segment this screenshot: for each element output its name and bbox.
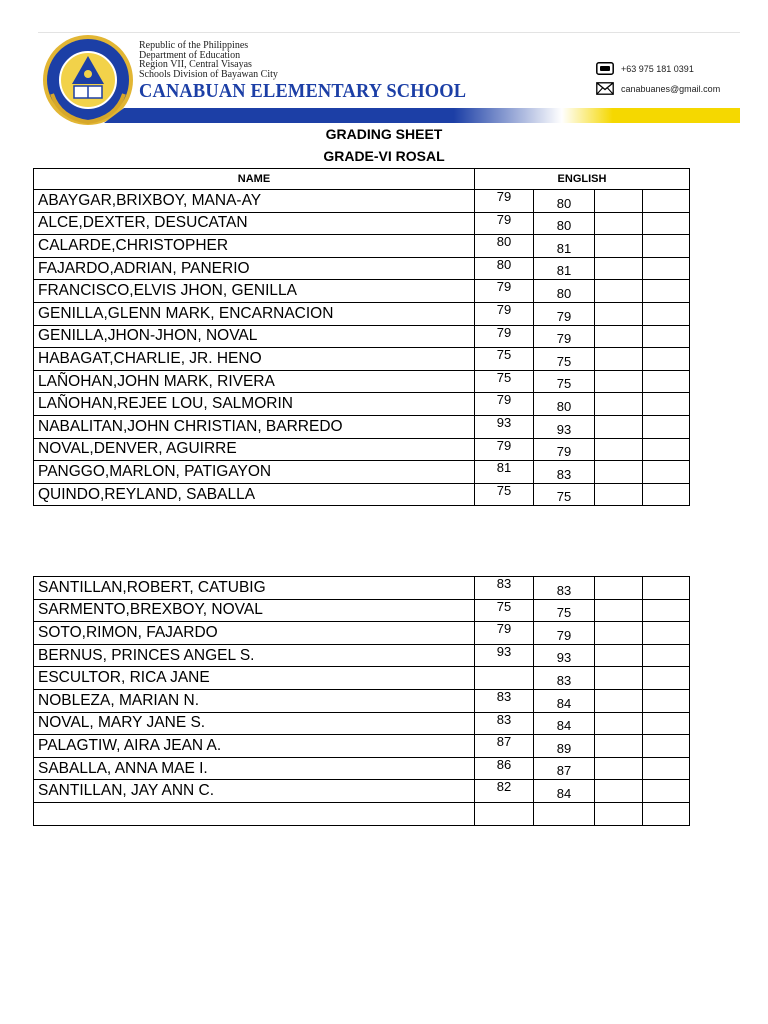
- grade-q2: 81: [534, 257, 595, 280]
- student-name: FRANCISCO,ELVIS JHON, GENILLA: [34, 280, 475, 303]
- grade-empty: [643, 712, 690, 735]
- student-row: [34, 235, 690, 258]
- grade-empty: [643, 622, 690, 645]
- grade-empty: [595, 257, 643, 280]
- grade-empty: [643, 257, 690, 280]
- phone-icon: [596, 62, 614, 75]
- student-name: ALCE,DEXTER, DESUCATAN: [34, 212, 475, 235]
- student-name: SOTO,RIMON, FAJARDO: [34, 622, 475, 645]
- student-name: SARMENTO,BREXBOY, NOVAL: [34, 599, 475, 622]
- student-name: QUINDO,REYLAND, SABALLA: [34, 483, 475, 506]
- student-row: [34, 483, 690, 506]
- grade-empty: [643, 415, 690, 438]
- grade-q2: 79: [534, 622, 595, 645]
- student-row: [34, 280, 690, 303]
- school-name: CANABUAN ELEMENTARY SCHOOL: [139, 80, 467, 103]
- student-row: [34, 302, 690, 325]
- grade-empty: [595, 689, 643, 712]
- student-name: [34, 802, 475, 825]
- grade-empty: [595, 622, 643, 645]
- grade-q2: 80: [534, 280, 595, 303]
- grade-empty: [643, 689, 690, 712]
- student-row: [34, 644, 690, 667]
- grade-q1: 79: [475, 280, 534, 303]
- student-row: [34, 461, 690, 484]
- student-name: HABAGAT,CHARLIE, JR. HENO: [34, 348, 475, 371]
- grade-empty: [643, 735, 690, 758]
- grade-empty: [595, 438, 643, 461]
- grade-empty: [595, 325, 643, 348]
- grade-q2: 83: [534, 461, 595, 484]
- contact-phone: [596, 62, 694, 75]
- grade-q1: 79: [475, 212, 534, 235]
- student-name: NABALITAN,JOHN CHRISTIAN, BARREDO: [34, 415, 475, 438]
- grade-empty: [595, 644, 643, 667]
- student-row: [34, 667, 690, 690]
- student-row: [34, 802, 690, 825]
- student-name: SANTILLAN,ROBERT, CATUBIG: [34, 577, 475, 600]
- student-row: [34, 689, 690, 712]
- grade-q2: 83: [534, 667, 595, 690]
- grade-q1: [475, 667, 534, 690]
- header-stripe: [104, 108, 740, 123]
- grade-q1: [475, 802, 534, 825]
- grade-q1: 86: [475, 757, 534, 780]
- grade-empty: [643, 757, 690, 780]
- student-row: [34, 438, 690, 461]
- header-text: [139, 41, 495, 103]
- grade-empty: [643, 644, 690, 667]
- grade-q2: 84: [534, 689, 595, 712]
- grade-empty: [595, 212, 643, 235]
- name-column-header: NAME: [34, 169, 475, 190]
- grade-q2: [534, 802, 595, 825]
- student-name: SABALLA, ANNA MAE I.: [34, 757, 475, 780]
- grade-q1: 80: [475, 257, 534, 280]
- grade-empty: [643, 438, 690, 461]
- grade-empty: [643, 280, 690, 303]
- grade-empty: [643, 599, 690, 622]
- student-row: [34, 735, 690, 758]
- letterhead: [38, 30, 740, 125]
- grades-table-1: [33, 168, 690, 506]
- grade-q2: 75: [534, 599, 595, 622]
- student-name: FAJARDO,ADRIAN, PANERIO: [34, 257, 475, 280]
- grade-q1: 83: [475, 689, 534, 712]
- gov-line: Region VII, Central Visayas: [139, 59, 252, 71]
- grade-empty: [643, 190, 690, 213]
- student-name: LAÑOHAN,REJEE LOU, SALMORIN: [34, 393, 475, 416]
- student-row: [34, 257, 690, 280]
- grade-q1: 79: [475, 622, 534, 645]
- grade-q2: 93: [534, 415, 595, 438]
- student-name: SANTILLAN, JAY ANN C.: [34, 780, 475, 803]
- grade-q1: 82: [475, 780, 534, 803]
- grade-empty: [595, 802, 643, 825]
- grade-empty: [643, 461, 690, 484]
- student-row: [34, 370, 690, 393]
- grade-q2: 79: [534, 302, 595, 325]
- grade-q1: 83: [475, 577, 534, 600]
- student-row: [34, 325, 690, 348]
- student-row: [34, 780, 690, 803]
- grade-empty: [595, 235, 643, 258]
- grade-empty: [643, 302, 690, 325]
- grade-q1: 79: [475, 190, 534, 213]
- grade-q1: 93: [475, 644, 534, 667]
- grade-q2: 80: [534, 190, 595, 213]
- grade-empty: [595, 415, 643, 438]
- grade-empty: [595, 393, 643, 416]
- grade-empty: [595, 667, 643, 690]
- grade-empty: [595, 735, 643, 758]
- english-column-header: ENGLISH: [475, 169, 690, 190]
- grade-empty: [643, 667, 690, 690]
- grade-empty: [643, 802, 690, 825]
- student-name: GENILLA,GLENN MARK, ENCARNACION: [34, 302, 475, 325]
- grade-q2: 81: [534, 235, 595, 258]
- grade-q2: 75: [534, 348, 595, 371]
- grade-q1: 75: [475, 348, 534, 371]
- grade-empty: [643, 393, 690, 416]
- grade-q2: 75: [534, 483, 595, 506]
- student-name: ESCULTOR, RICA JANE: [34, 667, 475, 690]
- grade-empty: [643, 348, 690, 371]
- grade-empty: [643, 780, 690, 803]
- student-row: [34, 712, 690, 735]
- grade-q2: 80: [534, 393, 595, 416]
- grades-table-2: [33, 576, 690, 826]
- sheet-title: GRADING SHEET: [325, 126, 443, 142]
- grade-q1: 87: [475, 735, 534, 758]
- grade-empty: [643, 212, 690, 235]
- grade-empty: [595, 599, 643, 622]
- student-row: [34, 577, 690, 600]
- class-title: GRADE-VI ROSAL: [323, 148, 445, 164]
- grade-q1: 93: [475, 415, 534, 438]
- student-row: [34, 393, 690, 416]
- header-rule: [38, 32, 740, 33]
- grade-q1: 79: [475, 302, 534, 325]
- grade-empty: [643, 483, 690, 506]
- grade-empty: [595, 280, 643, 303]
- student-row: [34, 212, 690, 235]
- gov-line: Republic of the Philippines: [139, 40, 249, 51]
- student-name: LAÑOHAN,JOHN MARK, RIVERA: [34, 370, 475, 393]
- student-name: ABAYGAR,BRIXBOY, MANA-AY: [34, 190, 475, 213]
- grade-empty: [595, 348, 643, 371]
- student-name: CALARDE,CHRISTOPHER: [34, 235, 475, 258]
- student-row: [34, 599, 690, 622]
- student-row: [34, 622, 690, 645]
- phone-number: +63 975 181 0391: [621, 63, 694, 74]
- gov-line: Schools Division of Bayawan City: [139, 68, 278, 80]
- student-row: [34, 348, 690, 371]
- grade-empty: [595, 712, 643, 735]
- grade-empty: [643, 235, 690, 258]
- student-name: PALAGTIW, AIRA JEAN A.: [34, 735, 475, 758]
- student-row: [34, 415, 690, 438]
- grade-q1: 75: [475, 370, 534, 393]
- grade-q2: 87: [534, 757, 595, 780]
- grade-q1: 79: [475, 325, 534, 348]
- grade-empty: [595, 780, 643, 803]
- contact-email: [596, 82, 720, 95]
- grade-empty: [595, 757, 643, 780]
- student-name: PANGGO,MARLON, PATIGAYON: [34, 461, 475, 484]
- grade-q2: 80: [534, 212, 595, 235]
- grade-empty: [643, 325, 690, 348]
- student-row: [34, 757, 690, 780]
- grade-empty: [643, 370, 690, 393]
- grade-q2: 79: [534, 325, 595, 348]
- student-name: NOVAL,DENVER, AGUIRRE: [34, 438, 475, 461]
- grade-q2: 79: [534, 438, 595, 461]
- grade-q2: 84: [534, 712, 595, 735]
- grade-empty: [595, 577, 643, 600]
- grade-q1: 83: [475, 712, 534, 735]
- grade-q1: 81: [475, 461, 534, 484]
- grade-q1: 79: [475, 438, 534, 461]
- student-name: BERNUS, PRINCES ANGEL S.: [34, 644, 475, 667]
- student-name: NOVAL, MARY JANE S.: [34, 712, 475, 735]
- grade-q1: 75: [475, 483, 534, 506]
- grade-q1: 80: [475, 235, 534, 258]
- grade-empty: [595, 483, 643, 506]
- grade-q2: 84: [534, 780, 595, 803]
- grade-q1: 75: [475, 599, 534, 622]
- header-row: [34, 169, 690, 190]
- student-row: [34, 190, 690, 213]
- email-address: canabuanes@gmail.com: [621, 83, 721, 94]
- grade-empty: [643, 577, 690, 600]
- grade-empty: [595, 461, 643, 484]
- student-name: NOBLEZA, MARIAN N.: [34, 689, 475, 712]
- grade-q2: 83: [534, 577, 595, 600]
- grade-q2: 75: [534, 370, 595, 393]
- gov-line: Department of Education: [139, 49, 241, 61]
- grade-q1: 79: [475, 393, 534, 416]
- grade-empty: [595, 302, 643, 325]
- student-name: GENILLA,JHON-JHON, NOVAL: [34, 325, 475, 348]
- grade-q2: 89: [534, 735, 595, 758]
- grade-q2: 93: [534, 644, 595, 667]
- grade-empty: [595, 190, 643, 213]
- mail-icon: [596, 82, 614, 95]
- grade-empty: [595, 370, 643, 393]
